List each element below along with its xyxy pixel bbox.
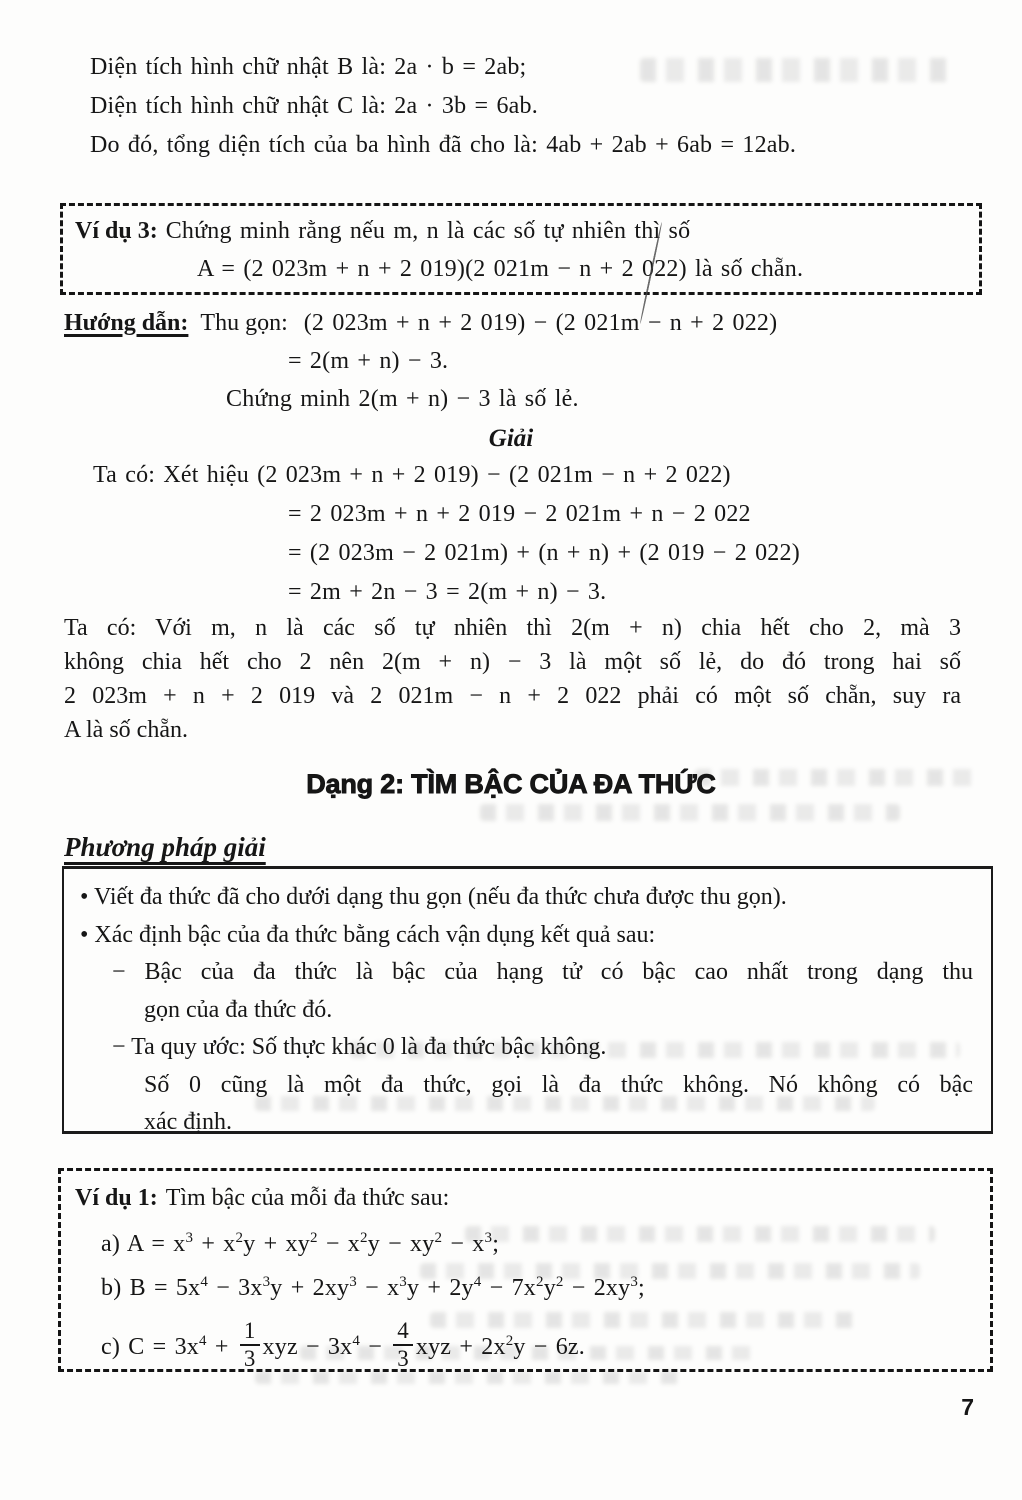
guidance-block bbox=[64, 304, 964, 418]
example-1-box bbox=[58, 1168, 993, 1372]
solution-heading: Giải bbox=[488, 425, 534, 452]
method-label: Phương pháp giải bbox=[64, 832, 266, 862]
example-1-item-c: c) $C = 3x^4$ + $\frac{1}{3}$ xyz − $3x^4$ − $\frac{4}{3}$ xyz + $2x^2y - 6z$. bbox=[101, 1317, 585, 1372]
guidance-label: Hướng dẫn: bbox=[64, 310, 189, 336]
method-box bbox=[62, 866, 993, 1134]
method-sub2-line-1: − Ta quy ước: Số thực khác 0 là đa thức bậc không. bbox=[112, 1034, 607, 1060]
example-1-statement bbox=[75, 1179, 976, 1217]
intro-line-3: Do đó, tổng diện tích của ba hình đã cho là: 4ab + 2ab + 6ab = 12ab. bbox=[90, 132, 797, 158]
example-1-item-a: a) $A = x^3 + x^2y + xy^2 - x^2y - xy^2 - x^3$; bbox=[101, 1230, 500, 1257]
solution-para-line-2: không chia hết cho 2 nên 2(m + n) − 3 là một số lẻ, do đó trong hai số bbox=[64, 649, 961, 675]
bleed-through-artifact bbox=[480, 804, 900, 821]
guidance-step3: Chứng minh 2(m + n) − 3 là số lẻ. bbox=[226, 386, 579, 412]
solution-line-4: = 2m + 2n − 3 = 2(m + n) − 3. bbox=[288, 579, 607, 605]
solution-para-line-4: A là số chẵn. bbox=[64, 717, 188, 743]
intro-line-1: Diện tích hình chữ nhật B là: 2a · b = 2ab; bbox=[90, 54, 527, 80]
guidance-step2: = 2(m + n) − 3. bbox=[288, 348, 449, 374]
section-2-heading: Dạng 2: TÌM BẬC CỦA ĐA THỨC bbox=[306, 769, 716, 799]
solution-line-1: Ta có: Xét hiệu (2 023m + n + 2 019) − (2 021m − n + 2 022) bbox=[93, 462, 731, 488]
example-1-intro-text: Tìm bậc của mỗi đa thức sau: bbox=[165, 1185, 450, 1211]
method-sub1-line-1: − Bậc của đa thức là bậc của hạng tử có bậc cao nhất trong dạng thu bbox=[112, 959, 973, 985]
intro-line-2: Diện tích hình chữ nhật C là: 2a · 3b = 6ab. bbox=[90, 93, 538, 119]
solution-para-line-1: Ta có: Với m, n là các số tự nhiên thì 2(m + n) chia hết cho 2, mà 3 bbox=[64, 615, 961, 641]
solution-para-line-3: 2 023m + n + 2 019 và 2 021m − n + 2 022 phải có một số chẵn, suy ra bbox=[64, 683, 961, 709]
guidance-step1-prefix: Thu gọn: bbox=[200, 310, 288, 336]
method-bullet-1: • Viết đa thức đã cho dưới dạng thu gọn (nếu đa thức chưa được thu gọn). bbox=[80, 884, 787, 910]
intro-paragraph bbox=[90, 48, 970, 165]
page-number: 7 bbox=[961, 1394, 974, 1420]
example-3-formula: A = (2 023m + n + 2 019)(2 021m − n + 2 022) là số chẵn. bbox=[197, 256, 804, 282]
method-sub2-line-3: xác định. bbox=[144, 1109, 232, 1135]
example-3-label: Ví dụ 3: bbox=[75, 218, 158, 244]
solution-line-2: = 2 023m + n + 2 019 − 2 021m + n − 2 022 bbox=[288, 501, 751, 527]
example-1-label: Ví dụ 1: bbox=[75, 1185, 158, 1211]
example-1-item-b: b) $B = 5x^4 - 3x^3y + 2xy^3 - x^3y + 2y^4 - 7x^2y^2 - 2xy^3$; bbox=[101, 1274, 645, 1301]
guidance-line-1 bbox=[64, 304, 964, 342]
method-sub2-line-2: Số 0 cũng là một đa thức, gọi là đa thức không. Nó không có bậc bbox=[144, 1071, 973, 1098]
example-3-statement bbox=[75, 212, 967, 250]
example-3-intro-text: Chứng minh rằng nếu m, n là các số tự nhiên thì số bbox=[165, 218, 691, 244]
example-3-box bbox=[60, 203, 982, 295]
solution-derivation bbox=[93, 456, 973, 612]
solution-line-3: = (2 023m − 2 021m) + (n + n) + (2 019 − 2 022) bbox=[288, 540, 800, 566]
method-bullet-2: • Xác định bậc của đa thức bằng cách vận dụng kết quả sau: bbox=[80, 921, 656, 948]
guidance-step1-formula: (2 023m + n + 2 019) − (2 021m − n + 2 022) bbox=[303, 310, 778, 336]
solution-paragraph bbox=[64, 611, 961, 747]
method-sub1-line-2: gọn của đa thức đó. bbox=[144, 996, 333, 1023]
